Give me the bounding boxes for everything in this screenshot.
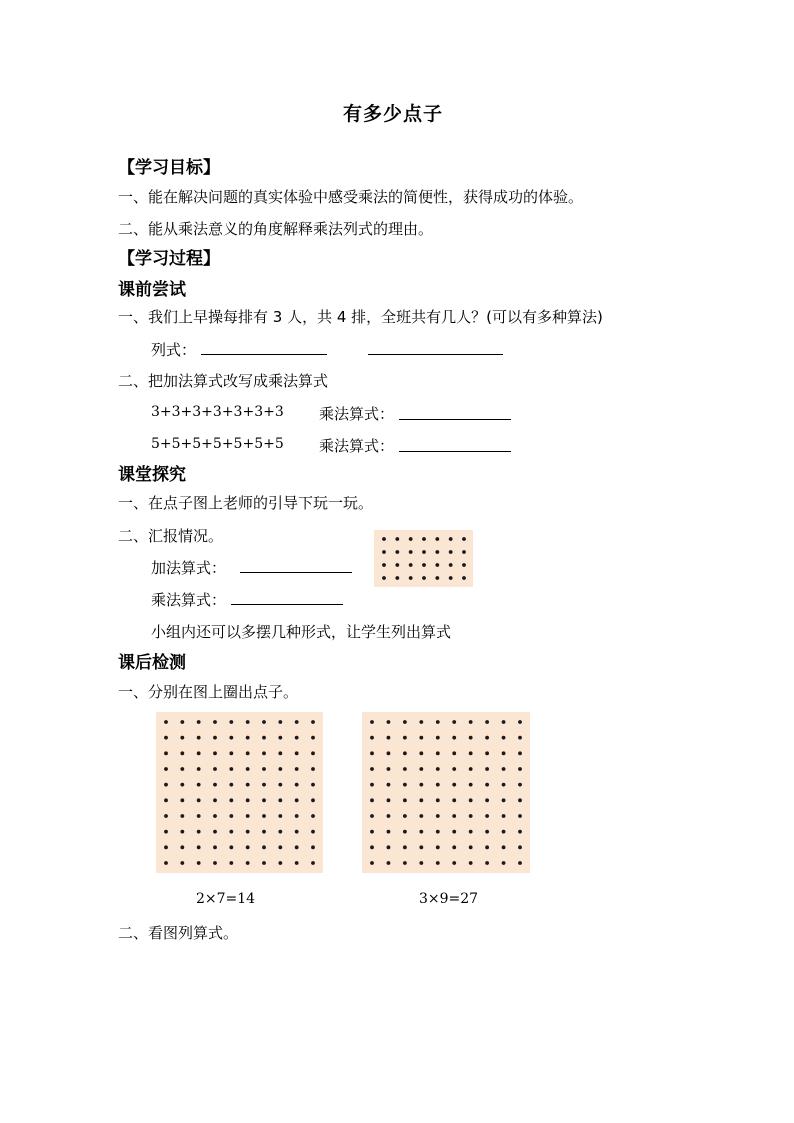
- dot: [419, 861, 423, 865]
- dot: [485, 720, 489, 724]
- dot: [387, 720, 391, 724]
- dot: [213, 798, 217, 802]
- dot: [197, 798, 201, 802]
- dot: [469, 720, 473, 724]
- dot: [311, 736, 315, 740]
- dot: [485, 830, 489, 834]
- dot: [436, 830, 440, 834]
- addition-formula-blank[interactable]: [240, 572, 352, 573]
- dot: [469, 767, 473, 771]
- dot: [403, 720, 407, 724]
- addition-expression-1: 3+3+3+3+3+3+3: [151, 404, 284, 420]
- dot-grid-right: [362, 712, 530, 873]
- dot: [262, 798, 266, 802]
- dot: [370, 767, 374, 771]
- dot: [518, 736, 522, 740]
- dot: [295, 767, 299, 771]
- dot: [278, 861, 282, 865]
- dot: [246, 767, 250, 771]
- dot: [180, 845, 184, 849]
- dot: [213, 783, 217, 787]
- dot: [278, 720, 282, 724]
- dot: [462, 537, 466, 541]
- dot: [164, 783, 168, 787]
- dot: [518, 798, 522, 802]
- caption-left: 2×7=14: [196, 891, 256, 907]
- dot: [387, 767, 391, 771]
- dot: [229, 783, 233, 787]
- dot: [246, 736, 250, 740]
- section-heading-pre-class: 课前尝试: [118, 280, 186, 300]
- dot: [452, 783, 456, 787]
- dot: [502, 736, 506, 740]
- dot: [436, 751, 440, 755]
- dot: [403, 751, 407, 755]
- section-heading-process: 【学习过程】: [118, 249, 220, 269]
- dot: [246, 798, 250, 802]
- dot: [452, 720, 456, 724]
- dot: [436, 814, 440, 818]
- dot: [197, 783, 201, 787]
- dot: [435, 550, 439, 554]
- dot: [213, 845, 217, 849]
- multiplication-label-1: 乘法算式：: [319, 405, 395, 423]
- dot: [295, 814, 299, 818]
- dot: [295, 845, 299, 849]
- dot: [403, 814, 407, 818]
- dot: [229, 751, 233, 755]
- dot: [295, 783, 299, 787]
- dot-grid-left-svg: [156, 712, 323, 873]
- dot: [213, 814, 217, 818]
- dot: [262, 845, 266, 849]
- dot: [180, 861, 184, 865]
- dot: [180, 720, 184, 724]
- dot: [387, 783, 391, 787]
- dot: [180, 830, 184, 834]
- dot: [197, 736, 201, 740]
- dot: [403, 845, 407, 849]
- dot: [370, 830, 374, 834]
- dot-grid-left: [156, 712, 323, 873]
- dot: [436, 767, 440, 771]
- dot: [197, 814, 201, 818]
- dot: [462, 550, 466, 554]
- dot: [518, 751, 522, 755]
- dot: [278, 814, 282, 818]
- dot: [469, 830, 473, 834]
- dot: [295, 720, 299, 724]
- dot: [180, 798, 184, 802]
- dot: [311, 720, 315, 724]
- dot: [164, 736, 168, 740]
- dot: [469, 783, 473, 787]
- dot: [409, 550, 413, 554]
- dot: [449, 550, 453, 554]
- multiplication-blank-2[interactable]: [399, 451, 511, 452]
- dot: [403, 798, 407, 802]
- dot: [485, 861, 489, 865]
- dot: [422, 537, 426, 541]
- dot: [246, 861, 250, 865]
- dot: [229, 736, 233, 740]
- dot: [449, 537, 453, 541]
- dot: [197, 861, 201, 865]
- dot: [370, 783, 374, 787]
- dot: [164, 830, 168, 834]
- dot: [403, 783, 407, 787]
- dot: [436, 736, 440, 740]
- dot: [502, 814, 506, 818]
- dot: [435, 537, 439, 541]
- dot: [164, 751, 168, 755]
- dot: [278, 751, 282, 755]
- dot: [518, 814, 522, 818]
- answer-blank-2[interactable]: [368, 354, 503, 355]
- dot: [311, 814, 315, 818]
- dot: [229, 861, 233, 865]
- dot: [395, 550, 399, 554]
- dot: [213, 720, 217, 724]
- dot: [502, 751, 506, 755]
- dot: [180, 814, 184, 818]
- dot: [419, 751, 423, 755]
- dot: [229, 814, 233, 818]
- dot: [452, 861, 456, 865]
- dot: [452, 767, 456, 771]
- dot: [370, 861, 374, 865]
- section-heading-check: 课后检测: [118, 653, 186, 673]
- dot: [262, 767, 266, 771]
- dot: [164, 720, 168, 724]
- check-question-1: 一、分别在图上圈出点子。: [118, 683, 299, 701]
- dot: [229, 767, 233, 771]
- dot: [403, 830, 407, 834]
- dot: [197, 767, 201, 771]
- dot: [229, 845, 233, 849]
- dot: [262, 720, 266, 724]
- section-heading-explore: 课堂探究: [118, 465, 186, 485]
- dot: [403, 767, 407, 771]
- dot: [436, 861, 440, 865]
- dot: [403, 736, 407, 740]
- dot: [518, 861, 522, 865]
- dot: [278, 767, 282, 771]
- dot: [395, 537, 399, 541]
- dot: [180, 767, 184, 771]
- dot: [197, 720, 201, 724]
- dot: [485, 767, 489, 771]
- dot: [485, 798, 489, 802]
- dot: [395, 563, 399, 567]
- dot: [164, 845, 168, 849]
- goal-item-2: 二、能从乘法意义的角度解释乘法列式的理由。: [118, 220, 434, 238]
- dot: [370, 720, 374, 724]
- dot-grid-right-svg: [362, 712, 530, 873]
- dot: [436, 720, 440, 724]
- dot: [502, 720, 506, 724]
- dot: [502, 845, 506, 849]
- dot: [452, 845, 456, 849]
- dot: [462, 563, 466, 567]
- dot: [246, 845, 250, 849]
- dot: [295, 861, 299, 865]
- dot: [387, 830, 391, 834]
- dot: [436, 798, 440, 802]
- section-heading-goals: 【学习目标】: [118, 158, 220, 178]
- dot: [387, 798, 391, 802]
- dot: [213, 830, 217, 834]
- dot: [419, 798, 423, 802]
- dot: [469, 736, 473, 740]
- dot-grid-small: [374, 530, 473, 587]
- dot: [164, 767, 168, 771]
- dot: [382, 537, 386, 541]
- dot: [452, 736, 456, 740]
- dot: [382, 576, 386, 580]
- dot: [262, 830, 266, 834]
- dot: [229, 798, 233, 802]
- dot: [462, 576, 466, 580]
- dot: [311, 798, 315, 802]
- dot: [419, 845, 423, 849]
- dot: [485, 814, 489, 818]
- dot: [422, 550, 426, 554]
- dot: [518, 845, 522, 849]
- dot: [469, 845, 473, 849]
- dot: [262, 783, 266, 787]
- dot: [213, 861, 217, 865]
- dot: [180, 736, 184, 740]
- addition-formula-label: 加法算式：: [151, 559, 227, 577]
- dot: [422, 563, 426, 567]
- dot: [295, 736, 299, 740]
- dot: [502, 783, 506, 787]
- multiplication-formula-blank[interactable]: [231, 604, 343, 605]
- dot: [278, 845, 282, 849]
- dot: [435, 563, 439, 567]
- dot: [197, 830, 201, 834]
- dot: [387, 736, 391, 740]
- dot: [246, 830, 250, 834]
- dot: [370, 845, 374, 849]
- dot: [436, 845, 440, 849]
- dot: [311, 767, 315, 771]
- pre-class-question-2: 二、把加法算式改写成乘法算式: [118, 372, 329, 390]
- dot: [278, 798, 282, 802]
- dot: [246, 814, 250, 818]
- dot: [419, 830, 423, 834]
- dot: [387, 845, 391, 849]
- dot: [213, 751, 217, 755]
- dot: [422, 576, 426, 580]
- check-question-2: 二、看图列算式。: [118, 924, 239, 942]
- dot: [197, 751, 201, 755]
- dot: [502, 798, 506, 802]
- dot: [469, 861, 473, 865]
- dot: [311, 751, 315, 755]
- dot: [419, 720, 423, 724]
- explore-question-1: 一、在点子图上老师的引导下玩一玩。: [118, 494, 374, 512]
- dot: [449, 563, 453, 567]
- dot: [197, 845, 201, 849]
- dot: [518, 830, 522, 834]
- dot: [409, 576, 413, 580]
- dot: [180, 783, 184, 787]
- answer-blank-1[interactable]: [201, 354, 327, 355]
- dot: [387, 814, 391, 818]
- dot: [409, 563, 413, 567]
- dot: [469, 798, 473, 802]
- multiplication-label-2: 乘法算式：: [319, 437, 395, 455]
- dot: [502, 861, 506, 865]
- dot: [387, 861, 391, 865]
- dot: [213, 767, 217, 771]
- dot: [485, 845, 489, 849]
- dot: [419, 814, 423, 818]
- dot: [278, 783, 282, 787]
- dot: [403, 861, 407, 865]
- dot: [395, 576, 399, 580]
- dot: [370, 736, 374, 740]
- dot: [311, 783, 315, 787]
- explore-note: 小组内还可以多摆几种形式，让学生列出算式: [151, 623, 452, 641]
- dot: [518, 767, 522, 771]
- multiplication-blank-1[interactable]: [399, 419, 511, 420]
- dot: [469, 751, 473, 755]
- dot: [295, 751, 299, 755]
- dot: [246, 751, 250, 755]
- dot: [435, 576, 439, 580]
- dot: [229, 830, 233, 834]
- caption-right: 3×9=27: [419, 891, 479, 907]
- dot: [419, 783, 423, 787]
- dot: [246, 720, 250, 724]
- formula-label: 列式：: [151, 341, 197, 359]
- dot: [229, 720, 233, 724]
- dot: [262, 814, 266, 818]
- dot-grid-small-svg: [374, 530, 473, 587]
- dot: [485, 736, 489, 740]
- dot: [419, 736, 423, 740]
- dot: [502, 830, 506, 834]
- dot: [387, 751, 391, 755]
- multiplication-formula-label: 乘法算式：: [151, 591, 227, 609]
- dot: [164, 814, 168, 818]
- dot: [382, 563, 386, 567]
- dot: [382, 550, 386, 554]
- dot: [518, 783, 522, 787]
- dot: [295, 830, 299, 834]
- dot: [409, 537, 413, 541]
- dot: [262, 861, 266, 865]
- dot: [370, 751, 374, 755]
- goal-item-1: 一、能在解决问题的真实体验中感受乘法的简便性，获得成功的体验。: [118, 188, 584, 206]
- dot: [246, 783, 250, 787]
- dot: [449, 576, 453, 580]
- dot: [262, 751, 266, 755]
- dot: [164, 798, 168, 802]
- dot: [436, 783, 440, 787]
- dot: [485, 783, 489, 787]
- dot: [469, 814, 473, 818]
- addition-expression-2: 5+5+5+5+5+5+5: [151, 436, 284, 452]
- dot: [502, 767, 506, 771]
- dot: [213, 736, 217, 740]
- dot: [370, 798, 374, 802]
- dot: [311, 830, 315, 834]
- dot: [452, 830, 456, 834]
- dot: [295, 798, 299, 802]
- dot: [262, 736, 266, 740]
- dot: [164, 861, 168, 865]
- dot: [311, 861, 315, 865]
- explore-question-2: 二、汇报情况。: [118, 527, 224, 545]
- dot: [452, 751, 456, 755]
- dot: [452, 798, 456, 802]
- dot: [370, 814, 374, 818]
- dot: [180, 751, 184, 755]
- dot: [485, 751, 489, 755]
- dot: [452, 814, 456, 818]
- dot: [278, 830, 282, 834]
- dot: [518, 720, 522, 724]
- page-title: 有多少点子: [343, 103, 444, 125]
- dot: [278, 736, 282, 740]
- dot: [311, 845, 315, 849]
- pre-class-question-1: 一、我们上早操每排有 3 人，共 4 排，全班共有几人？(可以有多种算法): [118, 308, 603, 326]
- dot: [419, 767, 423, 771]
